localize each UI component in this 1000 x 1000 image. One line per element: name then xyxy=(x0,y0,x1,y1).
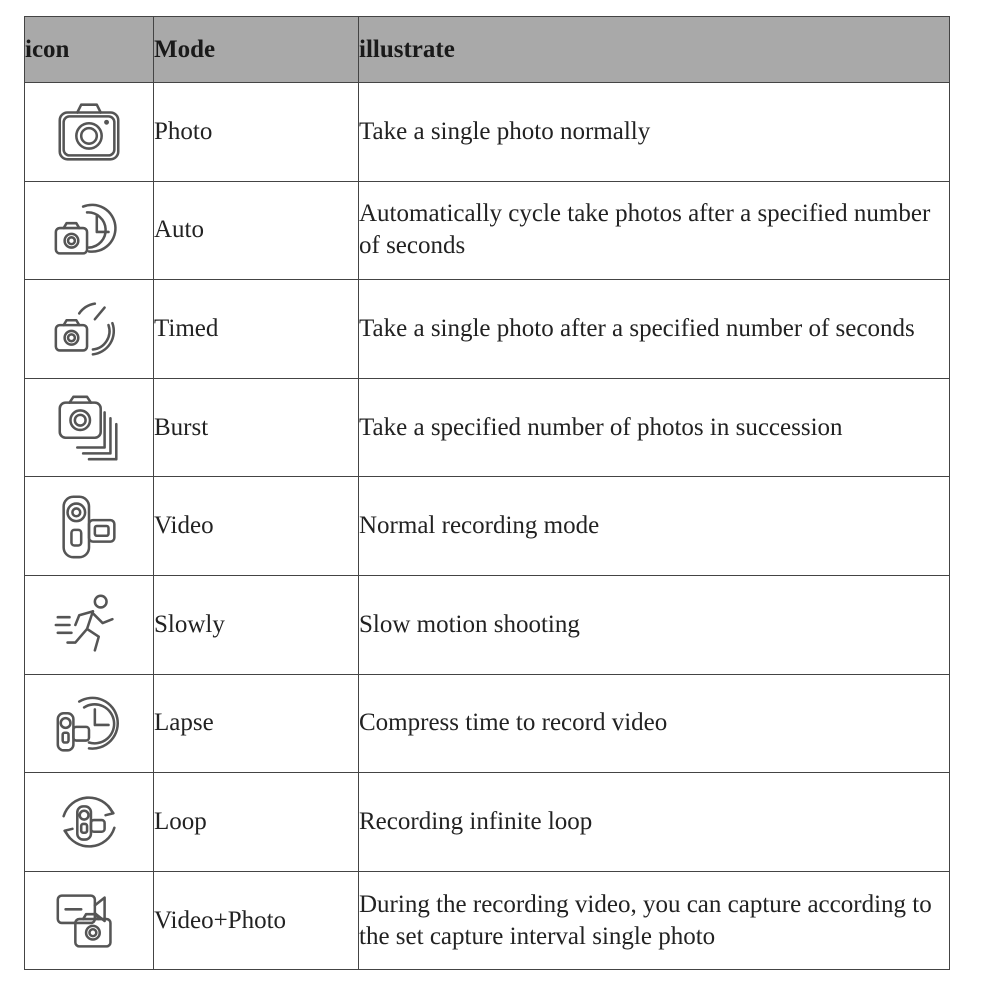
mode-description: During the recording video, you can capture according to the set capture interval single photo xyxy=(359,871,950,970)
icon-cell xyxy=(25,378,154,477)
mode-label: Video xyxy=(154,477,359,576)
video-camera-icon xyxy=(50,487,128,565)
mode-description: Take a specified number of photos in succession xyxy=(359,378,950,477)
mode-label: Video+Photo xyxy=(154,871,359,970)
icon-cell xyxy=(25,280,154,379)
mode-description: Normal recording mode xyxy=(359,477,950,576)
burst-camera-icon xyxy=(50,389,128,467)
table-header xyxy=(25,17,950,83)
icon-cell xyxy=(25,871,154,970)
mode-label: Slowly xyxy=(154,575,359,674)
mode-description: Recording infinite loop xyxy=(359,773,950,872)
table-row xyxy=(25,181,950,280)
table-row xyxy=(25,871,950,970)
timed-camera-icon xyxy=(50,290,128,368)
header-mode: Mode xyxy=(154,17,359,83)
camera-icon xyxy=(50,93,128,171)
video-photo-icon xyxy=(50,882,128,960)
mode-label: Timed xyxy=(154,280,359,379)
table-row xyxy=(25,477,950,576)
mode-description: Compress time to record video xyxy=(359,674,950,773)
table-row xyxy=(25,773,950,872)
mode-label: Burst xyxy=(154,378,359,477)
icon-cell xyxy=(25,575,154,674)
mode-description: Automatically cycle take photos after a specified number of seconds xyxy=(359,181,950,280)
icon-cell xyxy=(25,477,154,576)
header-row xyxy=(25,17,950,83)
icon-cell xyxy=(25,181,154,280)
table-row xyxy=(25,674,950,773)
table-row xyxy=(25,280,950,379)
running-figure-icon xyxy=(50,586,128,664)
mode-label: Lapse xyxy=(154,674,359,773)
table-row xyxy=(25,575,950,674)
loop-video-icon xyxy=(50,783,128,861)
table-row xyxy=(25,378,950,477)
camera-modes-table xyxy=(24,16,950,970)
mode-description: Take a single photo after a specified number of seconds xyxy=(359,280,950,379)
icon-cell xyxy=(25,83,154,182)
lapse-video-clock-icon xyxy=(50,684,128,762)
mode-description: Take a single photo normally xyxy=(359,83,950,182)
mode-label: Photo xyxy=(154,83,359,182)
mode-label: Loop xyxy=(154,773,359,872)
mode-label: Auto xyxy=(154,181,359,280)
mode-description: Slow motion shooting xyxy=(359,575,950,674)
icon-cell xyxy=(25,773,154,872)
auto-camera-clock-icon xyxy=(50,191,128,269)
icon-cell xyxy=(25,674,154,773)
header-illustrate: illustrate xyxy=(359,17,950,83)
header-icon: icon xyxy=(25,17,154,83)
table-row xyxy=(25,83,950,182)
